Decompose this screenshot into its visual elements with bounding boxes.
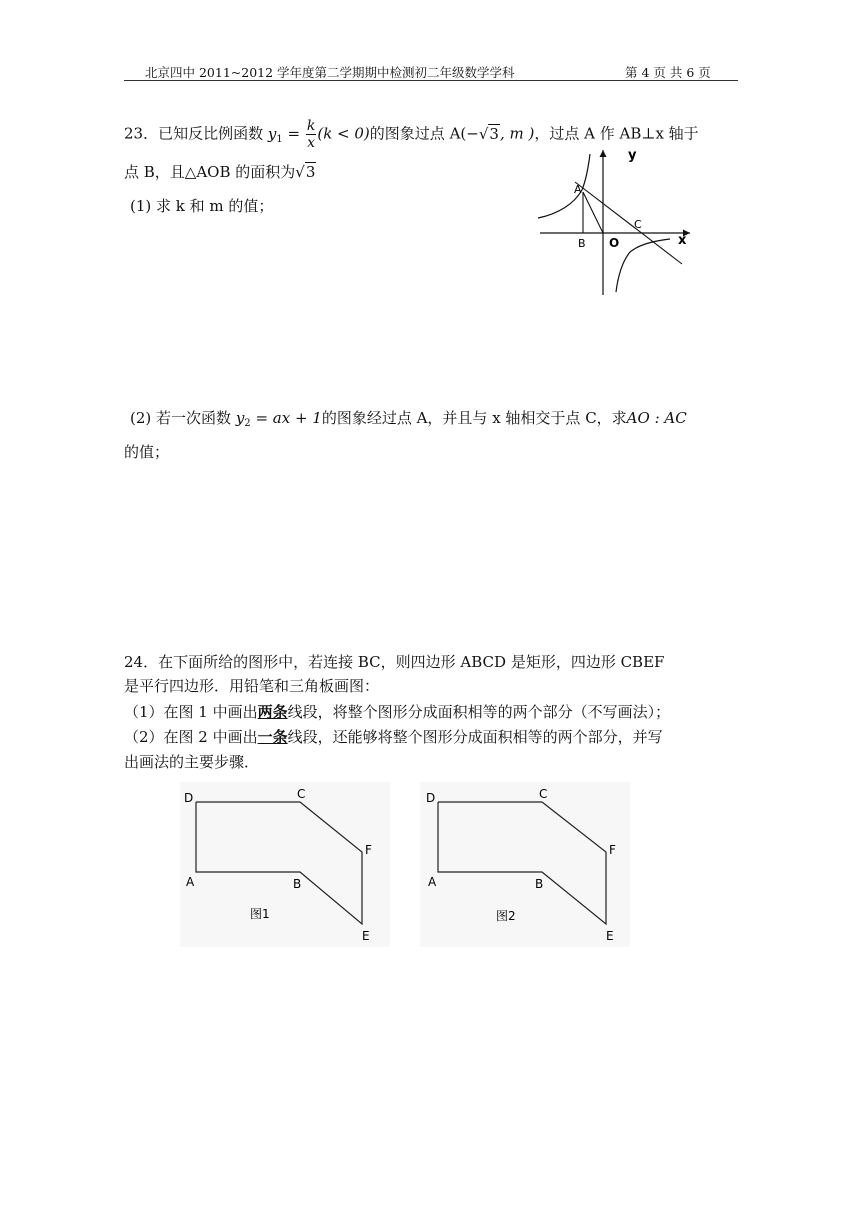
q24-item1-a: （1）在图 1 中画出 — [124, 703, 258, 721]
q23-linear-expr: = ax + 1 — [250, 409, 322, 427]
figure-1-label-D: D — [184, 791, 194, 805]
q24-number: 24． — [124, 653, 159, 671]
q23-ratio: AO : AC — [626, 409, 687, 427]
figure-1-label-C: C — [297, 787, 306, 801]
hyperbola-branch-upper — [538, 154, 590, 218]
line-AC — [575, 182, 682, 264]
figure-1-label-F: F — [365, 843, 372, 857]
q24-item1-b: 线段，将整个图形分成面积相等的两个部分（不写画法）； — [287, 703, 671, 721]
label-O: O — [609, 236, 620, 250]
figure-2-label-F: F — [609, 843, 616, 857]
q24-item2-b: 线段，还能够将整个图形分成面积相等的两个部分，并写 — [287, 728, 663, 746]
page-header-number: 第 4 页 共 6 页 — [625, 65, 711, 80]
figure-1-background — [180, 782, 390, 947]
figure-2-label-D: D — [426, 791, 436, 805]
figure-1-label-A: A — [186, 875, 195, 889]
figure-2-label-E: E — [606, 929, 614, 943]
q23-y1: $y_1$ — [267, 124, 283, 145]
q24-line2: 是平行四边形．用铅笔和三角板画图： — [124, 677, 380, 695]
q24-item2-emphasis: 一条 — [257, 728, 288, 746]
q23-text-a: 已知反比例函数 — [158, 124, 264, 143]
q23-part2-line2: 的值； — [124, 443, 170, 461]
q24-item2-line2: 出画法的主要步骤． — [124, 753, 260, 771]
q23-text-c: ，过点 A 作 AB⊥x 轴于 — [534, 124, 699, 143]
q23-line2-text: 点 B，且△AOB 的面积为 — [124, 163, 296, 181]
q23-part2-text-a: (2) 若一次函数 — [130, 409, 232, 427]
q23-condition: (k < 0) — [317, 124, 370, 143]
figure-1-label-E: E — [362, 929, 370, 943]
q23-part1: (1) 求 k 和 m 的值； — [130, 197, 274, 215]
page-header-title: 北京四中 2011~2012 学年度第二学期期中检测初二年级数学学科 — [145, 65, 515, 80]
q23-y2: $y_2$ — [235, 409, 251, 429]
q23-part2-text-b: 的图象经过点 A，并且与 x 轴相交于点 C，求 — [321, 409, 627, 427]
q24-line1 — [124, 655, 664, 670]
q23-minus: − — [466, 124, 479, 143]
header-divider — [124, 80, 738, 81]
q23-area-sqrt: √3 — [295, 163, 316, 181]
q24-line1-text: 在下面所给的图形中，若连接 BC，则四边形 ABCD 是矩形，四边形 CBEF — [158, 653, 665, 671]
q23-fraction: $\frac{k}{x}$ — [306, 118, 316, 151]
label-A: A — [574, 183, 582, 196]
label-C: C — [634, 218, 642, 231]
figure-2-caption: 图2 — [496, 909, 516, 923]
q23-graph — [530, 140, 700, 300]
q23-part2-line1 — [130, 411, 687, 429]
figure-2-label-C: C — [539, 787, 548, 801]
q23-number: 23． — [124, 124, 159, 143]
q24-item1 — [124, 705, 670, 720]
figure-2-label-B: B — [535, 877, 544, 891]
q24-item1-emphasis: 两条 — [257, 703, 288, 721]
q23-point-tail: , m ) — [499, 124, 535, 143]
figure-1-caption: 图1 — [250, 907, 270, 921]
label-x: x — [678, 233, 687, 248]
figure-2 — [420, 782, 630, 947]
label-B: B — [578, 237, 586, 250]
q24-item2-a: （2）在图 2 中画出 — [124, 728, 258, 746]
q23-sqrt: √3 — [478, 124, 499, 143]
figure-1-label-B: B — [293, 877, 302, 891]
segment-AO — [583, 192, 603, 233]
q23-text-b: 的图象过点 A( — [369, 124, 467, 143]
label-y: y — [628, 148, 637, 163]
q23-line2 — [124, 165, 316, 180]
q23-eq: = — [282, 124, 305, 143]
figure-2-background — [420, 782, 630, 947]
figure-1 — [180, 782, 390, 947]
figure-2-label-A: A — [428, 875, 437, 889]
hyperbola-branch-lower — [616, 239, 670, 292]
q24-item2 — [124, 730, 663, 745]
